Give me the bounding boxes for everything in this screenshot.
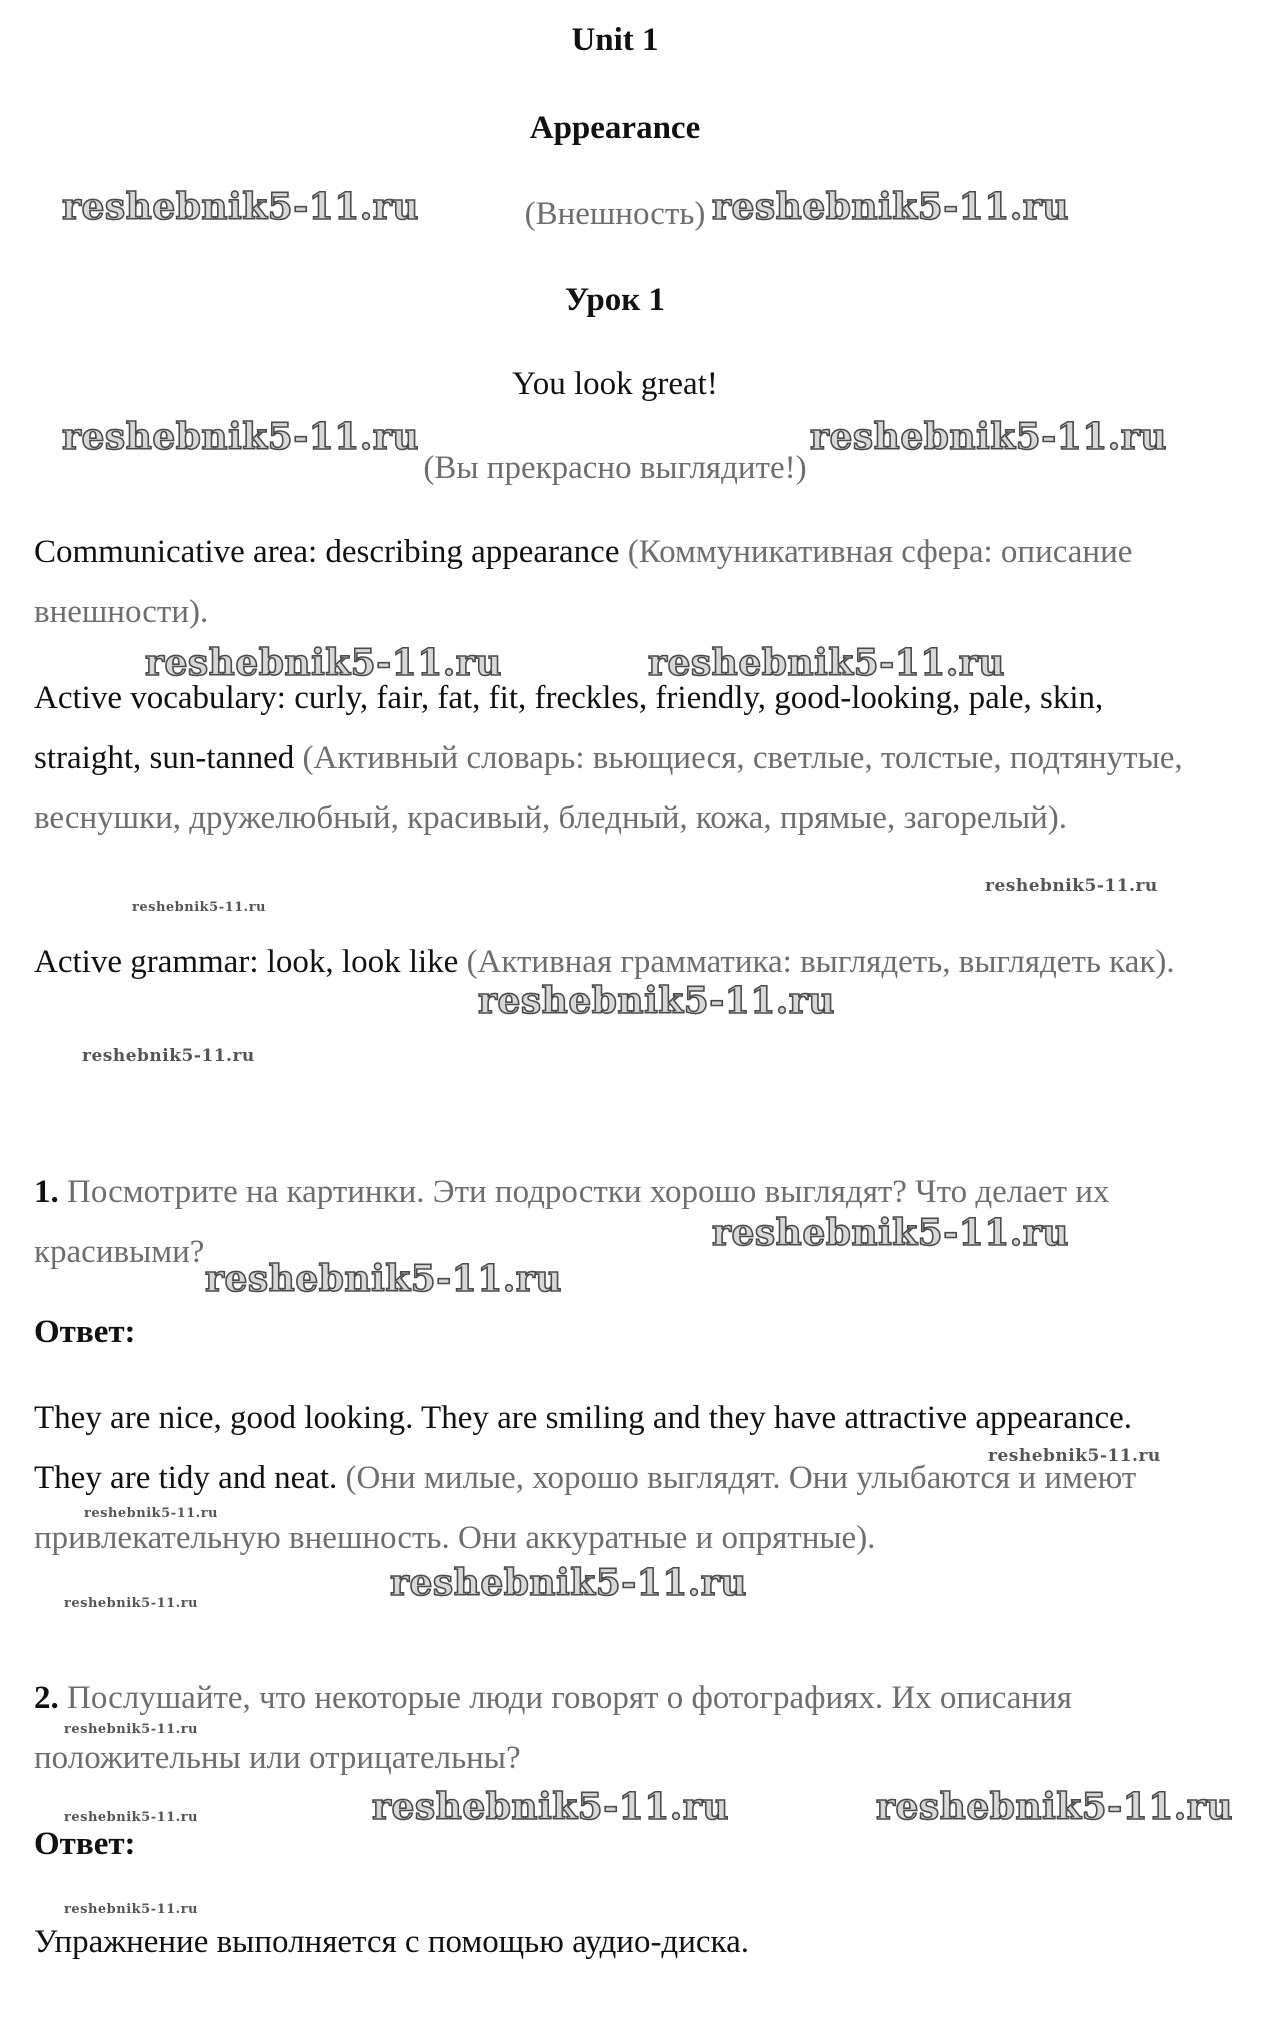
communicative-area-ru: (Коммуникативная сфера: описание внешности). (34, 534, 1133, 630)
watermark: reshebnik5-11.ru (205, 1258, 562, 1300)
watermark: reshebnik5-11.ru (62, 416, 419, 458)
watermark: reshebnik5-11.ru (712, 1212, 1069, 1254)
watermark: reshebnik5-11.ru (145, 642, 502, 684)
active-grammar-en: Active grammar: look, look like (34, 944, 459, 980)
watermark: reshebnik5-11.ru (64, 1902, 199, 1917)
exercise-1-answer-label: Ответ: (34, 1314, 136, 1350)
exercise-1-text: Посмотрите на картинки. Эти подростки хорошо выглядят? Что делает их красивыми? (34, 1174, 1110, 1270)
topic-title: Appearance (529, 110, 701, 146)
active-vocabulary (34, 668, 1204, 848)
watermark: reshebnik5-11.ru (132, 900, 267, 915)
watermark: reshebnik5-11.ru (810, 416, 1167, 458)
active-grammar-ru: (Активная грамматика: выглядеть, выглядеть как). (466, 944, 1175, 980)
watermark: reshebnik5-11.ru (84, 1506, 219, 1521)
communicative-area (34, 522, 1204, 642)
watermark: reshebnik5-11.ru (62, 186, 419, 228)
active-vocabulary-ru: (Активный словарь: вьющиеся, светлые, толстые, подтянутые, веснушки, дружелюбный, красивый, бледный, кожа, прямые, загорелый). (34, 740, 1183, 836)
exercise-2-answer-label: Ответ: (34, 1826, 136, 1862)
exercise-1-answer-ru: (Они милые, хорошо выглядят. Они улыбаются и имеют привлекательную внешность. Они аккуратные и опрятные). (34, 1460, 1137, 1556)
communicative-area-en: Communicative area: describing appearance (34, 534, 620, 570)
exercise-1-answer-en: They are nice, good looking. They are smiling and they have attractive appearance. They are tidy and neat. (34, 1400, 1133, 1496)
lesson-number: Урок 1 (564, 282, 666, 318)
watermark: reshebnik5-11.ru (64, 1596, 199, 1611)
exercise-1-number: 1. (34, 1174, 59, 1210)
lesson-title-translation: (Вы прекрасно выглядите!) (423, 450, 807, 486)
watermark: reshebnik5-11.ru (64, 1810, 199, 1825)
watermark: reshebnik5-11.ru (372, 1786, 729, 1828)
exercise-2-answer (34, 1912, 1204, 1972)
unit-title: Unit 1 (571, 22, 659, 58)
watermark: reshebnik5-11.ru (82, 1046, 255, 1066)
exercise-1-answer (34, 1388, 1204, 1568)
watermark: reshebnik5-11.ru (876, 1786, 1233, 1828)
watermark: reshebnik5-11.ru (390, 1562, 747, 1604)
active-vocabulary-en: Active vocabulary: curly, fair, fat, fit, freckles, friendly, good-looking, pale, skin, straight, sun-tanned (34, 680, 1104, 776)
watermark: reshebnik5-11.ru (64, 1722, 199, 1737)
watermark: reshebnik5-11.ru (985, 876, 1158, 896)
watermark: reshebnik5-11.ru (712, 186, 1069, 228)
watermark: reshebnik5-11.ru (478, 980, 835, 1022)
watermark: reshebnik5-11.ru (988, 1446, 1161, 1466)
watermark: reshebnik5-11.ru (648, 642, 1005, 684)
exercise-2-number: 2. (34, 1680, 59, 1716)
exercise-2-question (34, 1668, 1204, 1788)
exercise-2-answer-en: Упражнение выполняется с помощью аудио-диска. (34, 1924, 749, 1960)
exercise-2-text: Послушайте, что некоторые люди говорят о фотографиях. Их описания положительны или отрицательны? (34, 1680, 1072, 1776)
topic-translation: (Внешность) (524, 196, 706, 232)
lesson-title: You look great! (512, 366, 718, 402)
